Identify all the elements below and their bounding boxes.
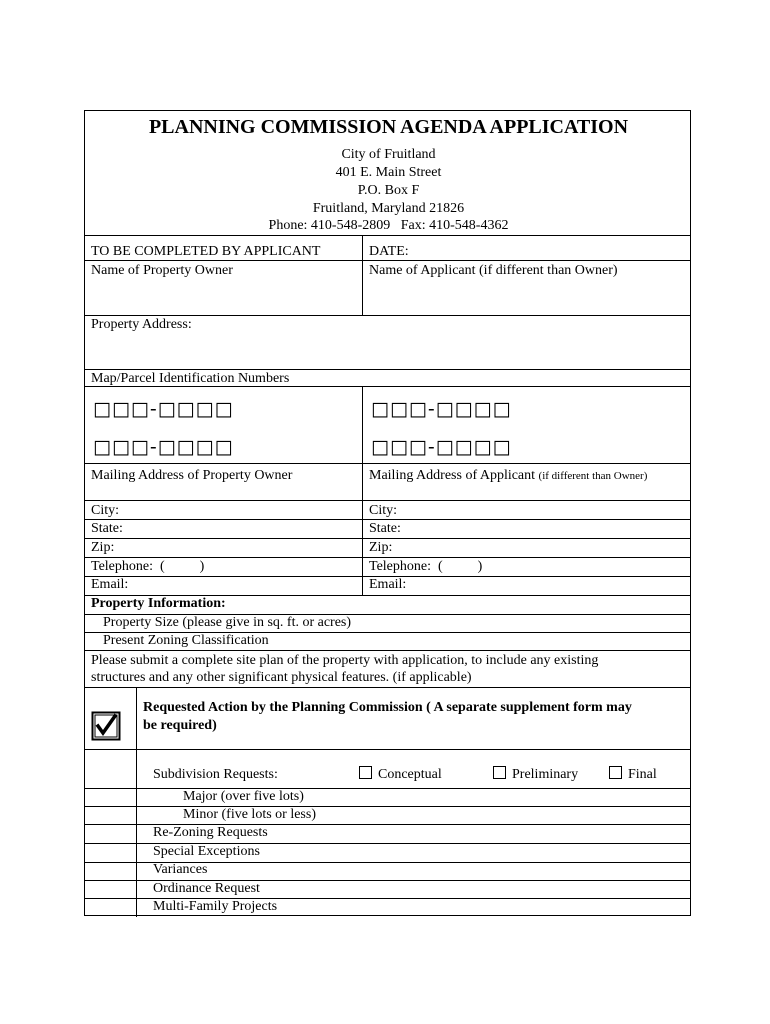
applicant-mailing-text: Mailing Address of Applicant	[369, 468, 536, 483]
applicant-state-field[interactable]: State:	[369, 521, 401, 536]
applicant-city-field[interactable]: City:	[369, 503, 398, 518]
owner-city-field[interactable]: City:	[91, 503, 120, 518]
option-label: Conceptual	[378, 767, 442, 782]
divider	[85, 788, 690, 789]
checkbox-icon[interactable]	[493, 766, 506, 779]
action-item-minor[interactable]: Minor (five lots or less)	[183, 807, 316, 822]
option-label: Preliminary	[512, 767, 579, 782]
property-info-heading: Property Information:	[91, 596, 226, 611]
applicant-telephone-field[interactable]: Telephone: ( )	[369, 559, 483, 574]
option-label: Final	[628, 767, 657, 782]
parcel-number-field[interactable]: □□□-□□□□	[371, 398, 512, 420]
property-address-field[interactable]: Property Address:	[91, 317, 192, 332]
owner-telephone-field[interactable]: Telephone: ( )	[91, 559, 205, 574]
date-field[interactable]: DATE:	[369, 244, 409, 259]
property-size-field[interactable]: Property Size (please give in sq. ft. or acres)	[103, 615, 352, 630]
zoning-classification-field[interactable]: Present Zoning Classification	[103, 633, 269, 648]
applicant-mailing-note: (if different than Owner)	[538, 470, 648, 482]
divider	[85, 260, 690, 261]
action-item-special-exceptions[interactable]: Special Exceptions	[153, 844, 260, 859]
parcel-number-field[interactable]: □□□-□□□□	[371, 436, 512, 458]
option-preliminary[interactable]	[493, 766, 578, 782]
subdivision-requests-label: Subdivision Requests:	[153, 767, 278, 782]
parcel-number-field[interactable]: □□□-□□□□	[93, 398, 234, 420]
owner-mailing-label: Mailing Address of Property Owner	[91, 468, 293, 483]
form-title: PLANNING COMMISSION AGENDA APPLICATION	[148, 116, 629, 138]
divider	[85, 538, 690, 539]
divider	[85, 749, 690, 750]
planning-application-form	[84, 110, 691, 916]
action-item-major[interactable]: Major (over five lots)	[183, 789, 304, 804]
owner-zip-field[interactable]: Zip:	[91, 540, 115, 555]
site-plan-note: Please submit a complete site plan of the property with application, to include any existing	[91, 653, 599, 668]
divider	[85, 315, 690, 316]
divider	[85, 369, 690, 370]
action-item-ordinance[interactable]: Ordinance Request	[153, 881, 260, 896]
divider	[85, 463, 690, 464]
requested-action-heading: Requested Action by the Planning Commission ( A separate supplement form may	[143, 700, 632, 715]
action-item-multi-family[interactable]: Multi-Family Projects	[153, 899, 278, 914]
po-box: P.O. Box F	[357, 183, 420, 198]
divider	[85, 576, 690, 577]
map-parcel-label: Map/Parcel Identification Numbers	[91, 371, 290, 386]
divider	[136, 687, 137, 917]
site-plan-note-continued: structures and any other significant physical features. (if applicable)	[91, 670, 472, 685]
divider	[85, 806, 690, 807]
checked-box-icon	[91, 711, 121, 741]
city-name: City of Fruitland	[341, 147, 436, 162]
action-item-variances[interactable]: Variances	[153, 862, 208, 877]
option-conceptual[interactable]	[359, 766, 442, 782]
action-item-rezoning[interactable]: Re-Zoning Requests	[153, 825, 268, 840]
parcel-number-field[interactable]: □□□-□□□□	[93, 436, 234, 458]
applicant-email-field[interactable]: Email:	[369, 577, 407, 592]
owner-name-field[interactable]: Name of Property Owner	[91, 263, 233, 278]
divider	[85, 650, 690, 651]
street-address: 401 E. Main Street	[335, 165, 442, 180]
divider	[85, 235, 690, 236]
applicant-name-field[interactable]: Name of Applicant (if different than Owner)	[369, 263, 618, 278]
to-be-completed-label: TO BE COMPLETED BY APPLICANT	[91, 244, 321, 259]
divider	[85, 687, 690, 688]
owner-state-field[interactable]: State:	[91, 521, 123, 536]
divider	[85, 500, 690, 501]
checkbox-icon[interactable]	[359, 766, 372, 779]
divider	[362, 235, 363, 315]
phone-fax: Phone: 410-548-2809 Fax: 410-548-4362	[268, 218, 509, 233]
applicant-mailing-label	[369, 469, 647, 483]
divider	[85, 519, 690, 520]
city-state-zip: Fruitland, Maryland 21826	[312, 201, 465, 216]
applicant-zip-field[interactable]: Zip:	[369, 540, 393, 555]
requested-action-heading-continued: be required)	[143, 718, 217, 733]
option-final[interactable]	[609, 766, 657, 782]
divider	[85, 386, 690, 387]
divider	[85, 557, 690, 558]
checkbox-icon[interactable]	[609, 766, 622, 779]
owner-email-field[interactable]: Email:	[91, 577, 129, 592]
